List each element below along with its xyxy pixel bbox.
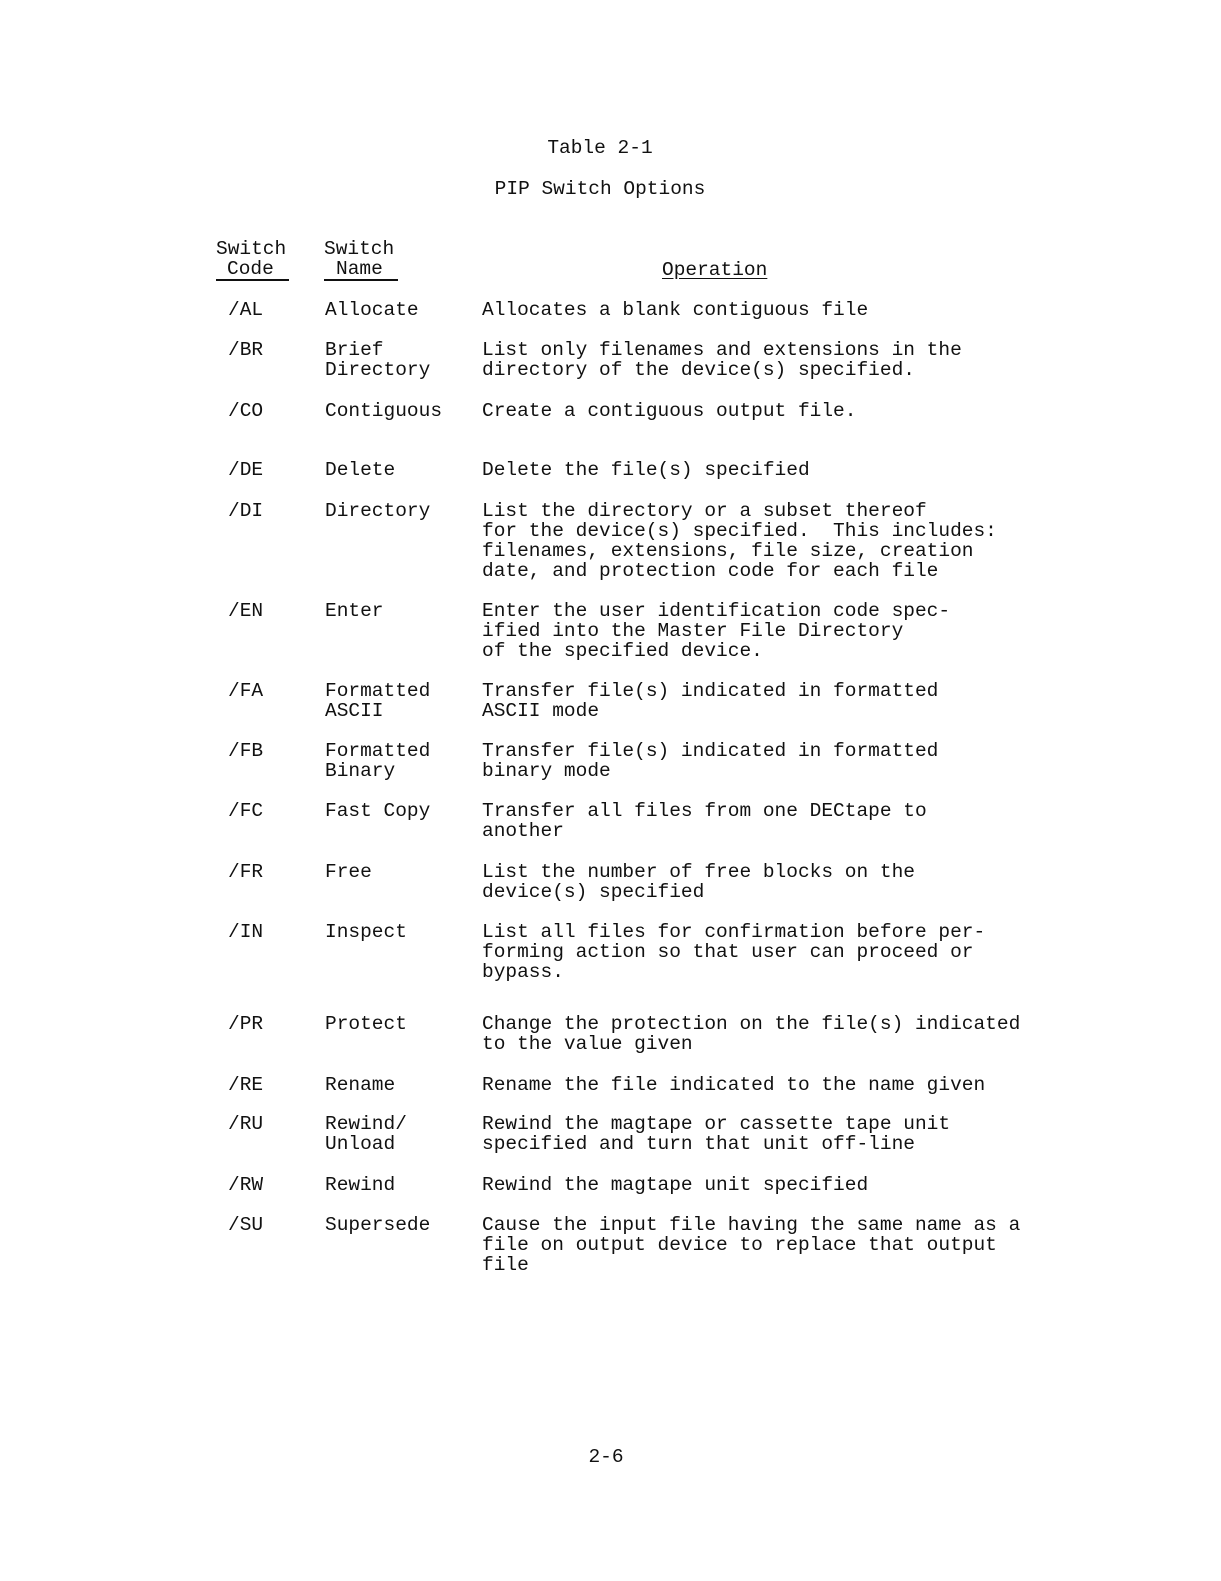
switch-operation: Rewind the magtape or cassette tape unit specified and turn that unit off-line xyxy=(482,1113,951,1155)
switch-name: Brief Directory xyxy=(325,339,431,381)
switch-code: /FC xyxy=(228,800,264,822)
switch-code: /FB xyxy=(228,740,264,762)
switch-operation: Delete the file(s) specified xyxy=(482,459,810,481)
switch-operation: Rename the file indicated to the name given xyxy=(482,1074,986,1096)
header-switch-code-line2: Code xyxy=(227,258,274,280)
switch-name: Rename xyxy=(325,1074,396,1096)
switch-name: Contiguous xyxy=(325,400,443,422)
switch-name: Formatted ASCII xyxy=(325,680,431,722)
switch-operation: Allocates a blank contiguous file xyxy=(482,299,869,321)
switch-code: /RU xyxy=(228,1113,264,1135)
page-number: 2-6 xyxy=(588,1446,624,1468)
switch-operation: Transfer file(s) indicated in formatted ASCII mode xyxy=(482,680,939,722)
switch-name: Protect xyxy=(325,1013,407,1035)
switch-name: Allocate xyxy=(325,299,419,321)
switch-operation: List the directory or a subset thereof for the device(s) specified. This includes: filenames, extensions, file size, creation date, and protection code for each file xyxy=(482,500,997,582)
switch-code: /PR xyxy=(228,1013,264,1035)
switch-operation: Transfer file(s) indicated in formatted binary mode xyxy=(482,740,939,782)
table-title: PIP Switch Options xyxy=(494,178,706,200)
switch-name: Formatted Binary xyxy=(325,740,431,782)
switch-code: /SU xyxy=(228,1214,264,1236)
switch-code: /BR xyxy=(228,339,264,361)
switch-operation: Rewind the magtape unit specified xyxy=(482,1174,869,1196)
header-name-rule xyxy=(324,279,398,281)
switch-operation: Enter the user identification code spec- ified into the Master File Directory of the specified device. xyxy=(482,600,951,662)
switch-name: Delete xyxy=(325,459,396,481)
switch-operation: Transfer all files from one DECtape to another xyxy=(482,800,927,842)
header-switch-code-line1: Switch xyxy=(216,238,287,260)
header-operation: Operation xyxy=(662,259,768,281)
switch-code: /FR xyxy=(228,861,264,883)
switch-operation: List all files for confirmation before per- forming action so that user can proceed or bypass. xyxy=(482,921,986,983)
switch-operation: Change the protection on the file(s) indicated to the value given xyxy=(482,1013,1021,1055)
switch-code: /CO xyxy=(228,400,264,422)
switch-code: /RW xyxy=(228,1174,264,1196)
header-switch-name-line2: Name xyxy=(336,258,383,280)
switch-operation: Cause the input file having the same name as a file on output device to replace that output file xyxy=(482,1214,1021,1276)
switch-operation: Create a contiguous output file. xyxy=(482,400,857,422)
header-code-rule xyxy=(216,279,289,281)
switch-name: Fast Copy xyxy=(325,800,431,822)
switch-name: Inspect xyxy=(325,921,407,943)
table-label: Table 2-1 xyxy=(547,137,653,159)
switch-code: /DI xyxy=(228,500,264,522)
switch-name: Rewind xyxy=(325,1174,396,1196)
switch-operation: List only filenames and extensions in the directory of the device(s) specified. xyxy=(482,339,962,381)
switch-code: /FA xyxy=(228,680,264,702)
switch-code: /EN xyxy=(228,600,264,622)
switch-name: Free xyxy=(325,861,372,883)
switch-code: /IN xyxy=(228,921,264,943)
switch-name: Rewind/ Unload xyxy=(325,1113,407,1155)
switch-code: /RE xyxy=(228,1074,264,1096)
switch-name: Enter xyxy=(325,600,384,622)
switch-code: /DE xyxy=(228,459,264,481)
switch-name: Supersede xyxy=(325,1214,431,1236)
switch-code: /AL xyxy=(228,299,264,321)
header-switch-name-line1: Switch xyxy=(324,238,395,260)
switch-name: Directory xyxy=(325,500,431,522)
switch-operation: List the number of free blocks on the device(s) specified xyxy=(482,861,915,903)
